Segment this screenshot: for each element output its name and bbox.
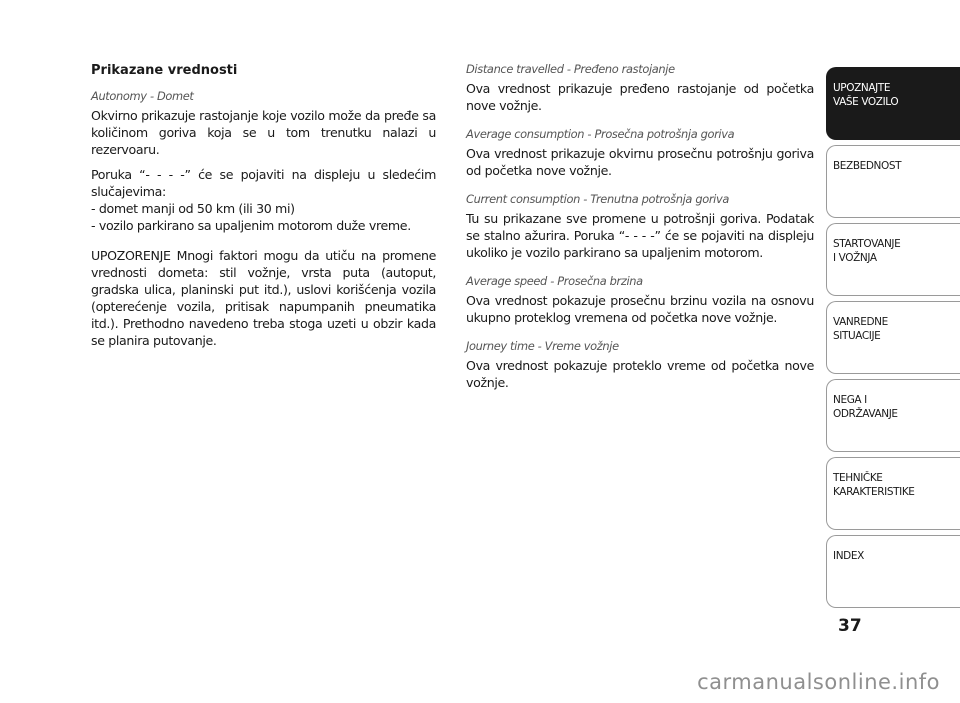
value-description: Ova vrednost pokazuje prosečnu brzinu vozila na osnovu ukupno proteklog vremena od početka nove vožnje. xyxy=(466,293,814,325)
tab-nega-i-odrzavanje[interactable]: NEGA I ODRŽAVANJE xyxy=(826,379,960,452)
autonomy-message-line: Poruka “- - - -” će se pojaviti na displeju u sledećim slučajevima: xyxy=(91,167,436,199)
autonomy-message-line: - domet manji od 50 km (ili 30 mi) xyxy=(91,201,295,216)
value-label: Current consumption - Trenutna potrošnja goriva xyxy=(466,192,729,206)
watermark: carmanualsonline.info xyxy=(697,670,940,694)
value-label: Average speed - Prosečna brzina xyxy=(466,274,643,288)
tab-bezbednost[interactable]: BEZBEDNOST xyxy=(826,145,960,218)
left-column xyxy=(91,62,436,357)
page-number: 37 xyxy=(838,616,862,636)
value-block-journey-time xyxy=(466,339,814,391)
value-description: Ova vrednost pokazuje proteklo vreme od početka nove vožnje. xyxy=(466,358,814,390)
value-block-average-consumption xyxy=(466,127,814,179)
section-heading: Prikazane vrednosti xyxy=(91,63,238,78)
value-description: Tu su prikazane sve promene u potrošnji goriva. Podatak se stalno ažurira. Poruka “- - - -” će se pojaviti na displeju ukoliko je vozilo parkirano sa upaljenim motorom. xyxy=(466,211,814,260)
warning-text: UPOZORENJE Mnogi faktori mogu da utiču na promene vrednosti dometa: stil vožnje, vrsta puta (autoput, gradska ulica, planinski put itd.), uslovi korišćenja vozila (opterećenje vozila, pritisak napumpanih pneumatika itd.). Prethodno navedeno treba stoga uzeti u obzir kada se planira putovanje. xyxy=(91,248,436,348)
autonomy-description: Okvirno prikazuje rastojanje koje vozilo može da pređe sa količinom goriva koja se u tom trenutku nalazi u rezervoaru. xyxy=(91,108,436,157)
autonomy-label: Autonomy - Domet xyxy=(91,89,194,103)
right-column xyxy=(466,62,814,404)
tab-index[interactable]: INDEX xyxy=(826,535,960,608)
tab-tehnicke-karakteristike[interactable]: TEHNIČKE KARAKTERISTIKE xyxy=(826,457,960,530)
value-description: Ova vrednost prikazuje pređeno rastojanje od početka nove vožnje. xyxy=(466,81,814,113)
value-description: Ova vrednost prikazuje okvirnu prosečnu potrošnju goriva od početka nove vožnje. xyxy=(466,146,814,178)
autonomy-message-line: - vozilo parkirano sa upaljenim motorom duže vreme. xyxy=(91,218,411,233)
tab-upoznajte-vase-vozilo[interactable]: UPOZNAJTE VAŠE VOZILO xyxy=(826,67,960,140)
value-label: Average consumption - Prosečna potrošnja goriva xyxy=(466,127,735,141)
value-block-distance xyxy=(466,62,814,114)
value-label: Journey time - Vreme vožnje xyxy=(466,339,619,353)
value-block-current-consumption xyxy=(466,192,814,261)
value-block-average-speed xyxy=(466,274,814,326)
tab-vanredne-situacije[interactable]: VANREDNE SITUACIJE xyxy=(826,301,960,374)
value-label: Distance travelled - Pređeno rastojanje xyxy=(466,62,675,76)
autonomy-message xyxy=(91,166,436,234)
tab-startovanje-i-voznja[interactable]: STARTOVANJE I VOŽNJA xyxy=(826,223,960,296)
chapter-tabs xyxy=(826,67,960,613)
